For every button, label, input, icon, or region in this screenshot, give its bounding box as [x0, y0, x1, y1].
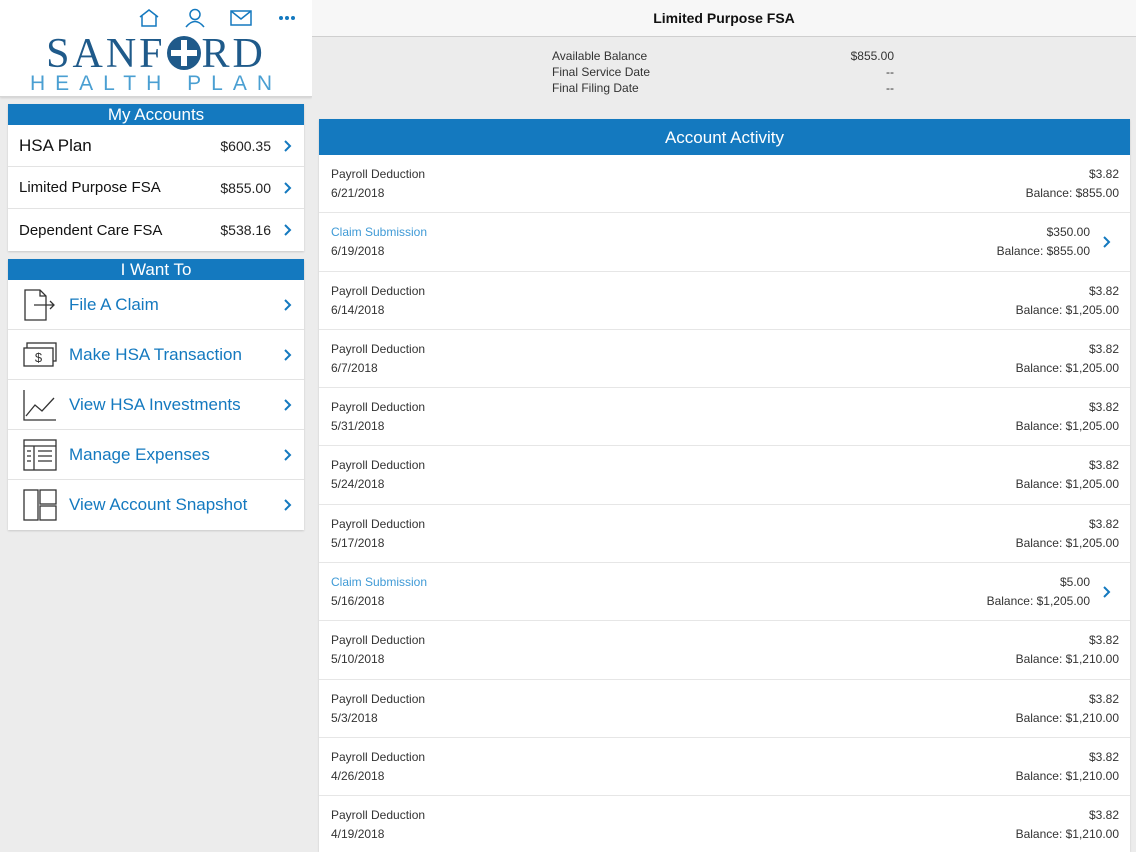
transaction-type: Payroll Deduction — [331, 400, 426, 415]
logo-text-end: RD — [201, 31, 266, 77]
logo-text-start: SANF — [46, 31, 166, 77]
top-icon-bar — [126, 7, 310, 29]
transaction-date: 6/7/2018 — [331, 360, 378, 375]
transaction-type: Payroll Deduction — [331, 691, 426, 706]
account-amount: $855.00 — [220, 179, 271, 196]
account-name: Dependent Care FSA — [19, 221, 163, 239]
transaction-balance: Balance: $1,205.00 — [1015, 419, 1119, 434]
transaction-date: 5/3/2018 — [331, 710, 378, 725]
transaction-balance: Balance: $855.00 — [1025, 186, 1119, 200]
snapshot-icon — [22, 487, 58, 523]
transaction-balance: Balance: $1,210.00 — [1015, 710, 1119, 725]
transaction-row-claim[interactable] — [319, 563, 1130, 621]
summary-row — [552, 48, 894, 64]
i-want-to-title: I Want To — [8, 259, 304, 280]
chevron-right-icon — [283, 298, 293, 312]
transaction-row-claim[interactable] — [319, 213, 1130, 271]
transaction-date: 6/19/2018 — [331, 244, 385, 259]
transaction-amount: $350.00 — [1046, 225, 1090, 240]
transaction-type: Payroll Deduction — [331, 283, 426, 298]
transaction-row — [319, 155, 1130, 213]
mail-icon[interactable] — [218, 7, 264, 29]
transaction-amount: $3.82 — [1088, 458, 1119, 473]
transaction-amount: $3.82 — [1088, 691, 1119, 706]
more-icon[interactable] — [264, 7, 310, 29]
transaction-date: 5/16/2018 — [331, 594, 385, 609]
transaction-balance: Balance: $855.00 — [996, 244, 1090, 259]
account-summary — [552, 48, 894, 96]
account-activity-panel — [319, 119, 1130, 852]
transaction-row — [319, 738, 1130, 796]
transaction-type: Payroll Deduction — [331, 749, 426, 764]
transaction-row — [319, 680, 1130, 738]
transaction-type: Payroll Deduction — [331, 633, 426, 648]
my-accounts-panel — [8, 104, 304, 251]
logo-subtitle: HEALTH PLAN — [30, 72, 282, 95]
account-amount: $600.35 — [220, 137, 271, 154]
logo-cross-icon — [167, 36, 201, 70]
summary-label: Final Service Date — [552, 65, 651, 79]
user-icon[interactable] — [172, 7, 218, 29]
summary-value: $855.00 — [850, 49, 894, 63]
want-label: View HSA Investments — [69, 394, 241, 414]
transaction-balance: Balance: $1,205.00 — [1015, 477, 1119, 492]
svg-text:$: $ — [34, 349, 43, 365]
sidebar — [0, 0, 312, 852]
account-row-hsa-plan[interactable] — [8, 125, 304, 167]
list-icon — [22, 437, 58, 473]
transaction-date: 5/24/2018 — [331, 477, 385, 492]
transaction-row — [319, 446, 1130, 504]
transaction-balance: Balance: $1,210.00 — [1015, 768, 1119, 783]
transaction-amount: $3.82 — [1088, 283, 1119, 298]
chevron-right-icon — [283, 223, 293, 237]
chevron-right-icon — [283, 181, 293, 195]
transaction-type: Payroll Deduction — [331, 808, 426, 823]
chevron-right-icon — [283, 448, 293, 462]
transaction-balance: Balance: $1,205.00 — [1015, 302, 1119, 317]
transaction-balance: Balance: $1,210.00 — [1015, 652, 1119, 667]
summary-row — [552, 64, 894, 80]
transaction-type: Payroll Deduction — [331, 458, 426, 473]
want-label: Make HSA Transaction — [69, 344, 242, 364]
transaction-date: 4/19/2018 — [331, 827, 385, 842]
transaction-date: 6/21/2018 — [331, 186, 385, 200]
page-title: Limited Purpose FSA — [312, 0, 1136, 37]
transaction-amount: $3.82 — [1088, 749, 1119, 764]
chevron-right-icon — [283, 398, 293, 412]
transaction-row — [319, 272, 1130, 330]
file-claim-icon — [22, 287, 58, 323]
transaction-row — [319, 796, 1130, 852]
chevron-right-icon — [283, 498, 293, 512]
transaction-date: 5/10/2018 — [331, 652, 385, 667]
home-icon[interactable] — [126, 7, 172, 29]
chart-icon — [22, 387, 58, 423]
transaction-amount: $3.82 — [1088, 167, 1119, 181]
manage-expenses-button[interactable] — [8, 430, 304, 480]
logo-header — [0, 0, 312, 97]
chevron-right-icon — [1102, 235, 1112, 249]
chevron-right-icon — [1102, 585, 1112, 599]
file-a-claim-button[interactable] — [8, 280, 304, 330]
make-hsa-transaction-button[interactable] — [8, 330, 304, 380]
transaction-amount: $3.82 — [1088, 808, 1119, 823]
logo-wordmark — [0, 30, 312, 78]
transaction-type: Claim Submission — [331, 225, 428, 240]
account-activity-title: Account Activity — [319, 119, 1130, 155]
transaction-date: 5/31/2018 — [331, 419, 385, 434]
account-name: HSA Plan — [19, 135, 92, 155]
i-want-to-panel — [8, 259, 304, 530]
account-row-limited-purpose-fsa[interactable] — [8, 167, 304, 209]
my-accounts-title: My Accounts — [8, 104, 304, 125]
transaction-date: 4/26/2018 — [331, 768, 385, 783]
transaction-row — [319, 505, 1130, 563]
transaction-row — [319, 621, 1130, 679]
transaction-amount: $3.82 — [1088, 341, 1119, 356]
money-icon — [22, 337, 58, 373]
account-name: Limited Purpose FSA — [19, 179, 161, 196]
transaction-list[interactable] — [319, 155, 1130, 852]
summary-label: Available Balance — [552, 49, 648, 63]
transaction-amount: $5.00 — [1059, 575, 1090, 590]
summary-value: -- — [886, 81, 894, 95]
want-label: File A Claim — [69, 294, 159, 314]
transaction-amount: $3.82 — [1088, 400, 1119, 415]
chevron-right-icon — [283, 348, 293, 362]
transaction-type: Payroll Deduction — [331, 167, 426, 181]
transaction-type: Payroll Deduction — [331, 516, 426, 531]
view-account-snapshot-button[interactable] — [8, 480, 304, 530]
want-label: Manage Expenses — [69, 444, 210, 464]
summary-label: Final Filing Date — [552, 81, 639, 95]
summary-value: -- — [886, 65, 894, 79]
transaction-type: Claim Submission — [331, 575, 428, 590]
transaction-balance: Balance: $1,210.00 — [1015, 827, 1119, 842]
transaction-row — [319, 388, 1130, 446]
transaction-balance: Balance: $1,205.00 — [986, 594, 1090, 609]
transaction-amount: $3.82 — [1088, 516, 1119, 531]
account-amount: $538.16 — [220, 222, 271, 238]
transaction-row — [319, 330, 1130, 388]
transaction-type: Payroll Deduction — [331, 341, 426, 356]
summary-row — [552, 80, 894, 96]
account-row-dependent-care-fsa[interactable] — [8, 209, 304, 251]
chevron-right-icon — [283, 139, 293, 153]
main-content — [312, 0, 1136, 852]
transaction-balance: Balance: $1,205.00 — [1015, 535, 1119, 550]
view-hsa-investments-button[interactable] — [8, 380, 304, 430]
transaction-date: 5/17/2018 — [331, 535, 385, 550]
transaction-date: 6/14/2018 — [331, 302, 385, 317]
transaction-balance: Balance: $1,205.00 — [1015, 360, 1119, 375]
want-label: View Account Snapshot — [69, 495, 248, 514]
transaction-amount: $3.82 — [1088, 633, 1119, 648]
